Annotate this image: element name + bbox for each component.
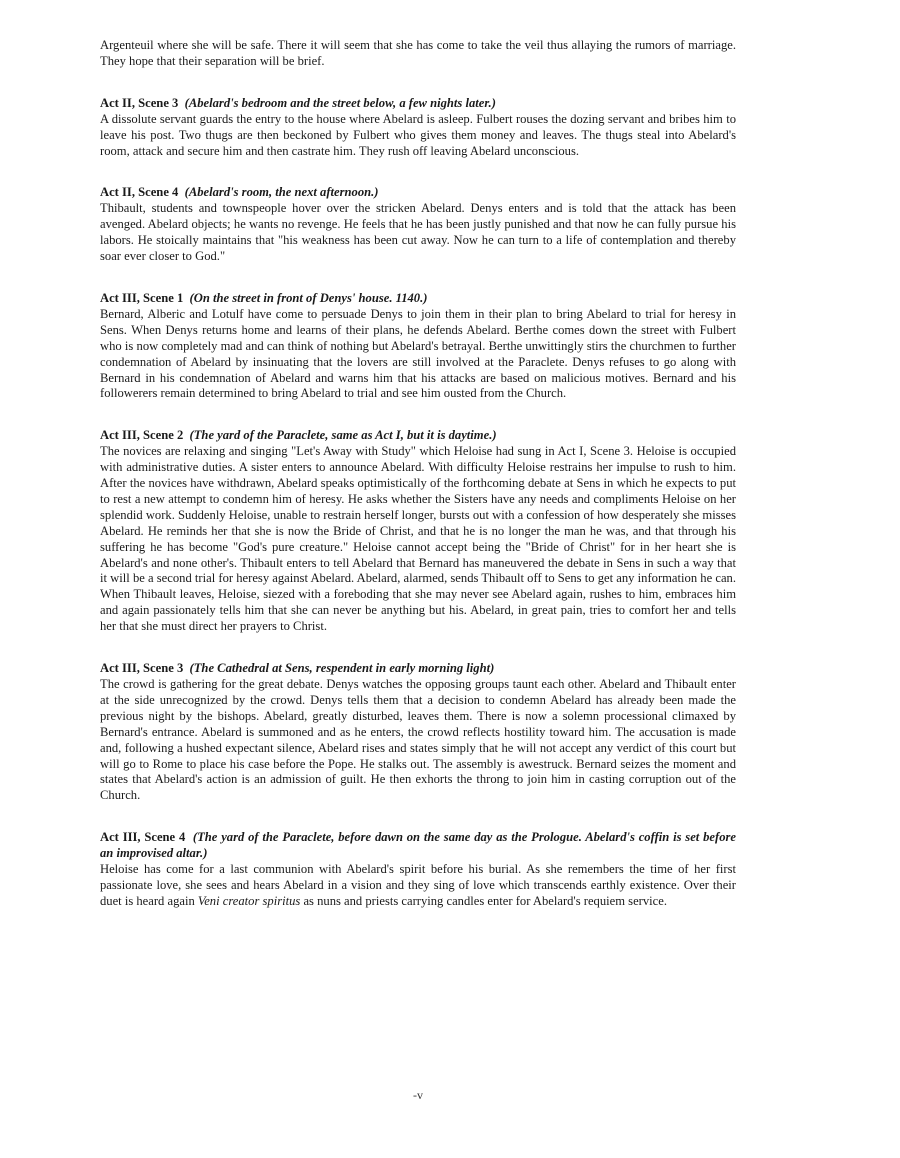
scene-act2-scene3 [100,96,736,160]
scene-title: Act II, Scene 3 [100,95,179,110]
scene-setting: (On the street in front of Denys' house. 1140.) [189,290,428,305]
scene-heading [100,291,736,307]
scene-act3-scene3 [100,661,736,804]
scene-act2-scene4 [100,185,736,265]
scene-setting: (The yard of the Paraclete, before dawn on the same day as the Prologue. Abelard's coffin is set before an improvised altar.) [100,830,736,861]
scene-text: The novices are relaxing and singing "Let's Away with Study" which Heloise had sung in Act I, Scene 3. Heloise is occupied with administrative duties. A sister enters to announce Abelard. With difficulty Heloise restrains her impulse to rush to him. After the novices have withdrawn, Abelard speaks optimistically of the forthcoming debate at Sens in which he expects to put to rest a new attempt to condemn him of heresy. He asks whether the Sisters have any needs and compliments Heloise on her splendid work. Suddenly Heloise, unable to restrain herself longer, bursts out with a confession of how desperately she misses Abelard. He reminds her that she is now the Bride of Christ, and that he is no longer the man he was, and that through his suffering he has become "God's pure creature." Heloise cannot accept being the "Bride of Christ" for in her heart she is Abelard's and none other's. Thibault enters to tell Abelard that Bernard has maneuvered the debate in Sens in such a way that it will be a second trial for heresy against Abelard. Abelard, alarmed, sends Thibault off to Sens to get any information he can. When Thibault leaves, Heloise, siezed with a foreboding that she may never see Abelard again, rushes to him, embraces him and again passionately tells him that she can never be anything but his. Abelard, in great pain, tries to comfort her and tells her that she must direct her prayers to Christ. [100,444,736,634]
scene-text-part: Heloise has come for a last communion with Abelard's spirit before his burial. As she remembers the time of her first passionate love, she sees and hears Abelard in a vision and they sing of love which transcends earthly existence. Over their duet is heard again [100,862,736,908]
intro-paragraph [100,38,736,70]
document-page [100,38,736,936]
scene-text: The crowd is gathering for the great debate. Denys watches the opposing groups taunt each other. Abelard and Thibault enter at the side unrecognized by the crowd. Denys tells them that a decision to condemn Abelard has already been made the previous night by the bishops. Abelard, greatly disturbed, leaves them. There is now a solemn processional climaxed by Bernard's entrance. Abelard is summoned and as he enters, the crowd reflects hostility toward him. The accusation is made and, following a hushed expectant silence, Abelard rises and states simply that he will not accept any verdict of this court but will go to Rome to place his case before the Pope. He stalks out. The assembly is awestruck. Bernard seizes the moment and states that Abelard's action is an admission of guilt. He then exhorts the throng to join him in casting corruption out of the Church. [100,677,736,803]
scene-act3-scene1 [100,291,736,402]
scene-setting: (The yard of the Paraclete, same as Act I, but it is daytime.) [189,428,497,443]
scene-title: Act III, Scene 2 [100,428,184,443]
scene-act3-scene4 [100,830,736,910]
scene-heading [100,96,736,112]
scene-text [100,862,736,910]
scene-text-part: as nuns and priests carrying candles enter for Abelard's requiem service. [300,893,667,908]
scene-title: Act III, Scene 4 [100,830,186,845]
scene-text: Thibault, students and townspeople hover over the stricken Abelard. Denys enters and is told that the attack has been avenged. Abelard objects; he wants no revenge. He feels that he has been justly punished and that now he can fully pursue his labors. He stoically maintains that "his weakness has been cut away. Now he can turn to a life of contemplation and thereby soar ever closer to God." [100,201,736,264]
scene-heading [100,830,736,862]
scene-heading [100,428,736,444]
scene-title: Act III, Scene 3 [100,661,184,676]
scene-heading [100,185,736,201]
scene-title: Act III, Scene 1 [100,290,184,305]
scene-text: A dissolute servant guards the entry to the house where Abelard is asleep. Fulbert rouses the dozing servant and bribes him to leave his post. Two thugs are then beckoned by Fulbert who gives them money and leaves. The thugs steal into Abelard's room, attack and secure him and then castrate him. They rush off leaving Abelard unconscious. [100,111,736,158]
intro-text: Argenteuil where she will be safe. There it will seem that she has come to take the veil thus allaying the rumors of marriage. They hope that their separation will be brief. [100,38,736,68]
scene-text: Bernard, Alberic and Lotulf have come to persuade Denys to join them in their plan to bring Abelard to trial for heresy in Sens. When Denys returns home and learns of their plans, he defends Abelard. Berthe comes down the street with Fulbert who is now completely mad and can think of nothing but Abelard's betrayal. Berthe unwittingly stirs the churchmen to further condemnation of Abelard by insinuating that the lovers are still involved at the Paraclete. Denys refuses to go along with Bernard in his condemnation of Abelard and warns him that his attacks are based on malicious motives. Bernard and his followerers remain determined to bring Abelard to trial and see him ousted from the Church. [100,306,736,401]
scene-setting: (Abelard's bedroom and the street below, a few nights later.) [184,95,496,110]
scene-heading [100,661,736,677]
scene-act3-scene2 [100,428,736,635]
page-number: -v [413,1088,423,1102]
scene-setting: (The Cathedral at Sens, respendent in early morning light) [189,661,495,676]
scene-setting: (Abelard's room, the next afternoon.) [184,185,379,200]
scene-title: Act II, Scene 4 [100,185,179,200]
latin-title: Veni creator spiritus [197,893,301,908]
